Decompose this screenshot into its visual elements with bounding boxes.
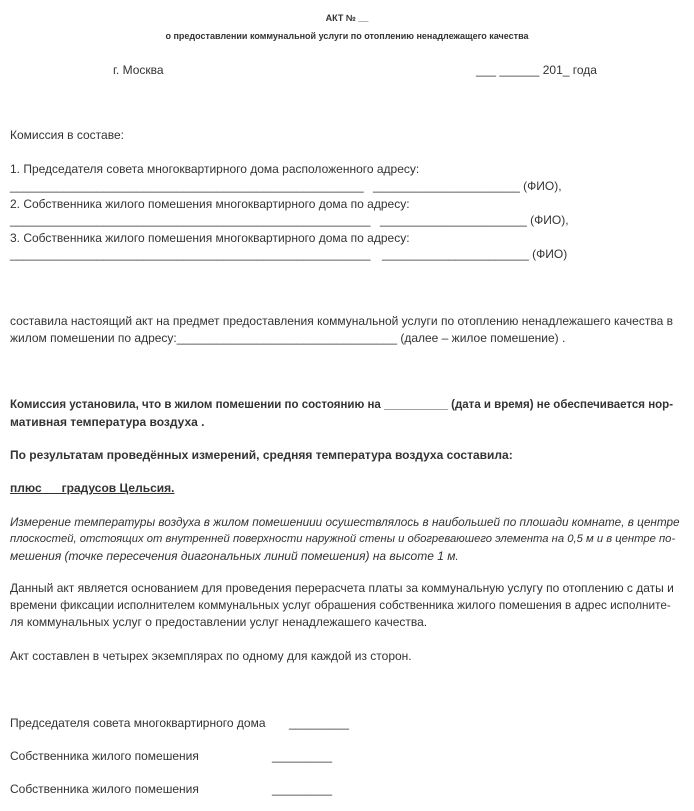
compiled-line-2: жилом помешении по адресу:_________________________________ (далее – жилое помешение) . xyxy=(10,331,566,345)
results-heading: По результатам проведённых измерений, средняя температура воздуха составила: xyxy=(10,448,513,462)
member-1-name-line: ______________________ (ФИО), xyxy=(373,179,562,193)
measurement-line-3: мешения (точке пересечения диагональных линий помешения) на высоте 1 м. xyxy=(10,549,459,563)
established-line-1: Комиссия установила, что в жилом помешении по состоянию на __________ (дата и время) не обеспечивается нор- xyxy=(10,399,674,411)
basis-line-3: ля коммунальных услуг о предоставлении услуг ненадлежашего качества. xyxy=(10,615,428,629)
established-line-2: мативная температура воздуха . xyxy=(10,415,205,429)
signature-line-owner-1: _________ xyxy=(272,749,333,763)
member-3-address-line: ______________________________________________________ xyxy=(10,247,371,261)
city: г. Москва xyxy=(113,63,164,77)
member-2-name-line: ______________________ (ФИО), xyxy=(380,213,569,227)
measurement-line-1: Измерение температуры воздуха в жилом помешениии осушествлялось в наибольшей по плошади комнате, в центре xyxy=(10,516,680,529)
member-3-name-line: ______________________ (ФИО) xyxy=(382,247,568,261)
signature-label-chairman: Председателя совета многоквартирного дома xyxy=(10,716,266,730)
member-2-address-line: ______________________________________________________ xyxy=(10,213,371,227)
member-1-address-line: _____________________________________________________ xyxy=(10,179,364,193)
signature-line-chairman: _________ xyxy=(289,716,350,730)
member-3-label: 3. Собственника жилого помешения многоквартирного дома по адресу: xyxy=(10,231,410,245)
copies-note: Акт составлен в четырех экземплярах по одному для каждой из сторон. xyxy=(10,649,412,663)
basis-line-2: времени фиксации исполнителем коммунальных услуг обрашения собственника жилого помешения в адрес исполните- xyxy=(10,599,671,612)
signature-label-owner-2: Собственника жилого помешения xyxy=(10,782,199,796)
measurement-line-2: плоскостей, отстоящих от внутренней поверхности наружной стены и обогреваюшего элемента на 0,5 м и в центре по- xyxy=(10,533,676,545)
member-2-label: 2. Собственника жилого помешения многоквартирного дома по адресу: xyxy=(10,197,410,211)
signature-label-owner-1: Собственника жилого помешения xyxy=(10,749,199,763)
signature-line-owner-2: _________ xyxy=(272,782,333,796)
act-subtitle: о предоставлении коммунальной услуги по отоплению ненадлежащего качества xyxy=(165,31,529,41)
act-title: АКТ № __ xyxy=(325,13,369,23)
commission-intro: Комиссия в составе: xyxy=(10,128,124,142)
basis-line-1: Данный акт является основанием для проведения перерасчета платы за коммунальную услугу по отоплению с даты и xyxy=(10,581,674,595)
temperature-value: плюс __ градусов Цельсия. xyxy=(10,481,175,495)
compiled-line-1: составила настоящий акт на предмет предоставления коммунальной услуги по отоплению ненадлежашего качества в xyxy=(10,314,673,328)
act-date: ___ ______ 201_ года xyxy=(476,63,597,77)
member-1-label: 1. Председателя совета многоквартирного дома расположенного адресу: xyxy=(10,162,420,176)
